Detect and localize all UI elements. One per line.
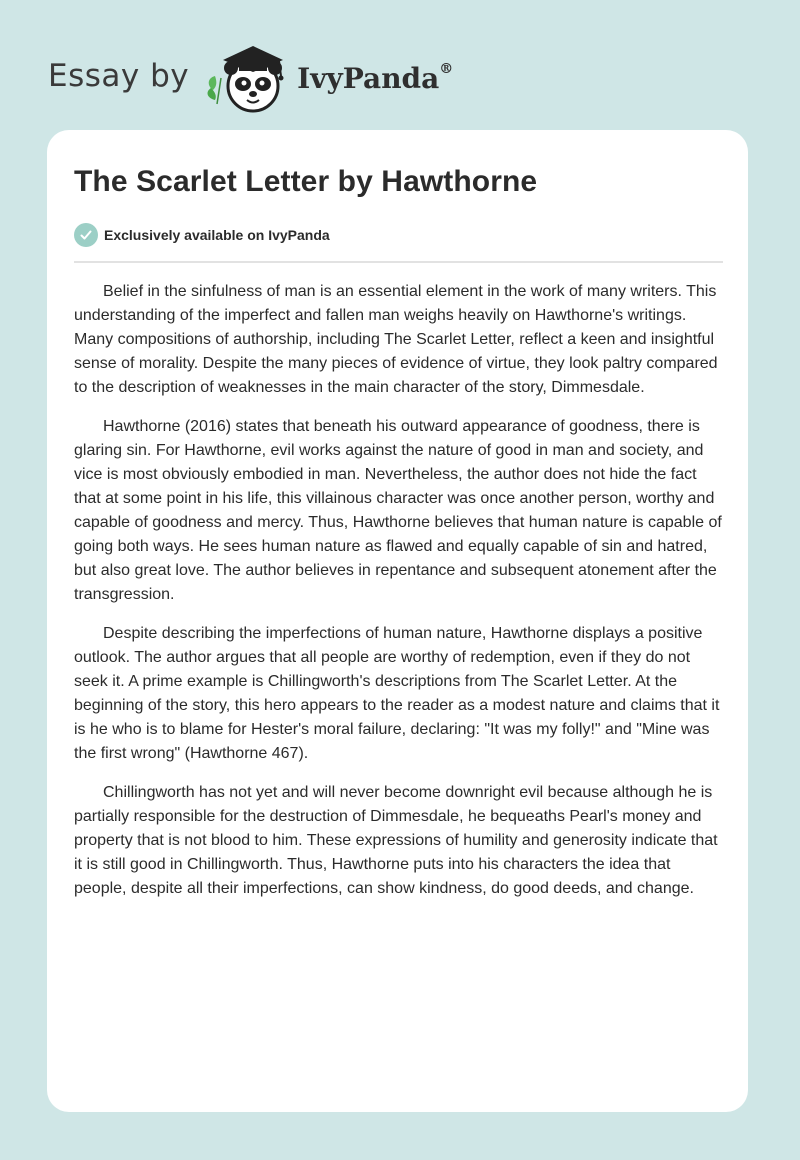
leaf-icon (208, 76, 221, 104)
brand-name[interactable] (297, 62, 453, 95)
registered-mark: ® (439, 61, 454, 78)
check-circle-icon (74, 223, 98, 247)
brand-text: IvyPanda (297, 61, 440, 95)
essay-body (74, 280, 724, 916)
page-title: The Scarlet Letter by Hawthorne (74, 165, 538, 198)
exclusive-label: Exclusively available on IvyPanda (104, 227, 330, 243)
paragraph: Chillingworth has not yet and will never become downright evil because although he is partially responsible for the destruction of Dimmesdale, he bequeaths Pearl's money and property that is not blood to him. These expressions of humility and generosity indicate that it is still good in Chillingworth. Thus, Hawthorne puts into his characters the idea that people, despite all their imperfections, can show kindness, do good deeds, and change. (74, 784, 718, 897)
paragraph: Despite describing the imperfections of human nature, Hawthorne displays a positive outlook. The author argues that all people are worthy of redemption, even if they do not seek it. A prime example is Chillingworth's descriptions from The Scarlet Letter. At the beginning of the story, this hero appears to the reader as a modest nature and claims that it is he who is to blame for Hester's moral failure, declaring: "It was my folly!" and "Mine was the first wrong" (Hawthorne 467). (74, 625, 720, 762)
paragraph: Belief in the sinfulness of man is an essential element in the work of many writers. This understanding of the imperfect and fallen man weighs heavily on Hawthorne's writings. Many compositions of authorship, including The Scarlet Letter, reflect a keen and insightful sense of morality. Despite the many pieces of evidence of virtue, they look paltry compared to the description of weaknesses in the main character of the story, Dimmesdale. (74, 283, 718, 396)
site-header (48, 36, 453, 116)
panda-graduate-icon[interactable] (203, 38, 293, 114)
divider (74, 261, 723, 263)
essay-by-label: Essay by (48, 58, 190, 94)
exclusive-badge (74, 223, 330, 247)
paragraph: Hawthorne (2016) states that beneath his outward appearance of goodness, there is glaring sin. For Hawthorne, evil works against the nature of good in man and society, and vice is most obviously embodied in man. Nevertheless, the author does not hide the fact that at some point in his life, this villainous character was once another person, worthy and capable of goodness and mercy. Thus, Hawthorne believes that human nature is capable of going both ways. He sees human nature as flawed and equally capable of sin and hatred, but also great love. The author believes in repentance and subsequent atonement after the transgression. (74, 418, 722, 603)
essay-card (47, 130, 748, 1112)
